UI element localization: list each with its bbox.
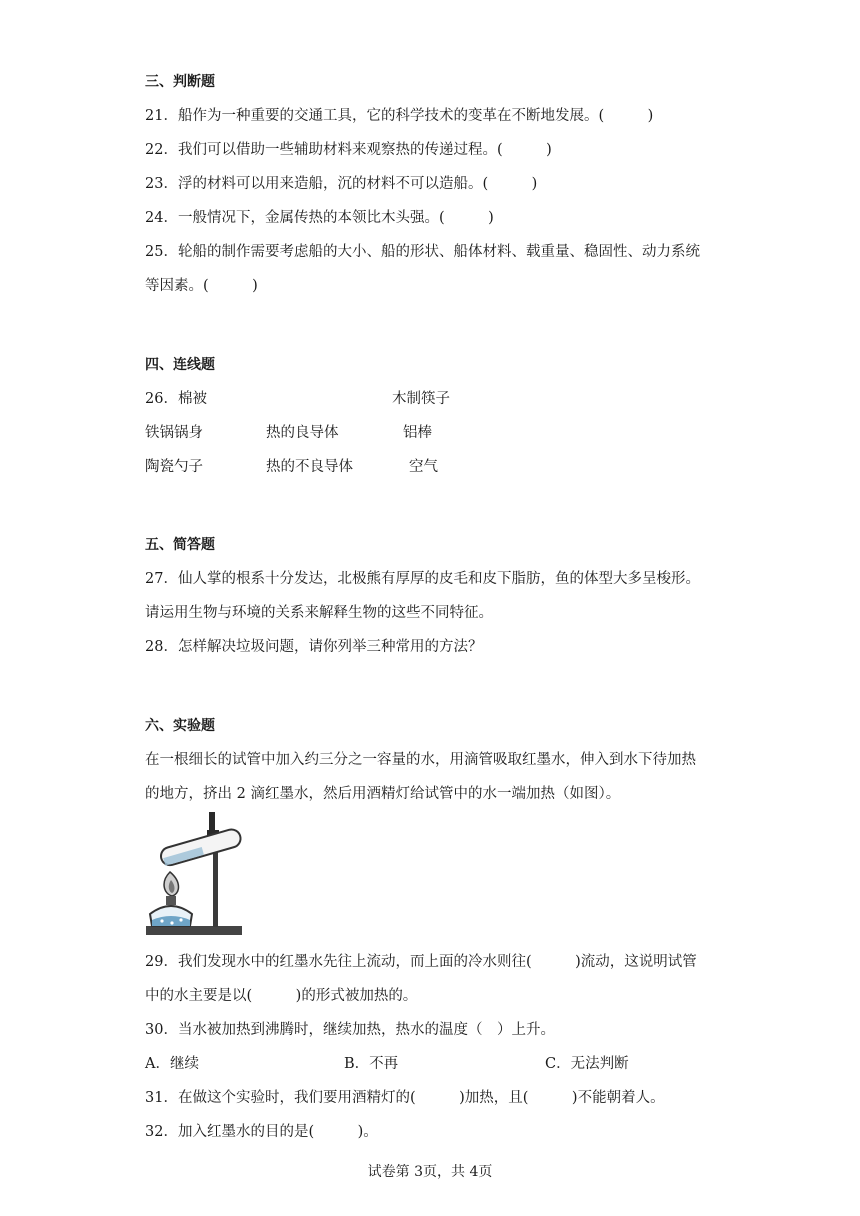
question-29-line2: 中的水主要是以( )的形式被加热的。 [145, 988, 418, 1004]
match-right-item: 铝棒 [403, 425, 432, 441]
question-27-line1: 27．仙人掌的根系十分发达，北极熊有厚厚的皮毛和皮下脂肪，鱼的体型大多呈梭形。 [145, 571, 700, 587]
stand-base [146, 926, 242, 935]
section-heading-matching: 四、连线题 [145, 357, 215, 373]
test-tube [159, 827, 243, 867]
experiment-intro-line2: 的地方，挤出 2 滴红墨水，然后用酒精灯给试管中的水一端加热（如图）。 [145, 786, 621, 802]
question-31: 31．在做这个实验时，我们要用酒精灯的( )加热，且( )不能朝着人。 [145, 1090, 665, 1106]
match-middle-item: 热的不良导体 [266, 459, 353, 475]
option-c: C．无法判断 [545, 1056, 629, 1072]
question-21: 21．船作为一种重要的交通工具，它的科学技术的变革在不断地发展。( ) [145, 108, 654, 124]
question-28: 28．怎样解决垃圾问题，请你列举三种常用的方法？ [145, 639, 483, 655]
question-26-label: 26．棉被 [145, 391, 207, 407]
question-27-line2: 请运用生物与环境的关系来解释生物的这些不同特征。 [145, 605, 493, 621]
question-25-line2: 等因素。( ) [145, 278, 258, 294]
match-right-item: 空气 [409, 459, 438, 475]
question-22: 22．我们可以借助一些辅助材料来观察热的传递过程。( ) [145, 142, 552, 158]
option-b: B．不再 [344, 1056, 399, 1072]
match-left-item: 铁锅锅身 [145, 425, 203, 441]
question-25-line1: 25．轮船的制作需要考虑船的大小、船的形状、船体材料、载重量、稳固性、动力系统 [145, 244, 700, 260]
question-24: 24．一般情况下，金属传热的本领比木头强。( ) [145, 210, 494, 226]
experiment-apparatus-illustration [142, 810, 246, 942]
experiment-intro-line1: 在一根细长的试管中加入约三分之一容量的水，用滴管吸取红墨水，伸入到水下待加热 [145, 752, 696, 768]
section-heading-judgment: 三、判断题 [145, 74, 215, 90]
option-a: A．继续 [145, 1056, 199, 1072]
question-32: 32．加入红墨水的目的是( )。 [145, 1124, 378, 1140]
question-30: 30．当水被加热到沸腾时，继续加热，热水的温度（ ）上升。 [145, 1022, 555, 1038]
section-heading-experiment: 六、实验题 [145, 718, 215, 734]
question-23: 23．浮的材料可以用来造船，沉的材料不可以造船。( ) [145, 176, 538, 192]
page-footer: 试卷第 3页，共 4页 [367, 1164, 493, 1180]
section-heading-short-answer: 五、简答题 [145, 537, 215, 553]
match-left-item: 陶瓷勺子 [145, 459, 203, 475]
question-29-line1: 29．我们发现水中的红墨水先往上流动，而上面的冷水则往( )流动，这说明试管 [145, 954, 697, 970]
match-right-item: 木制筷子 [392, 391, 450, 407]
match-middle-item: 热的良导体 [266, 425, 339, 441]
